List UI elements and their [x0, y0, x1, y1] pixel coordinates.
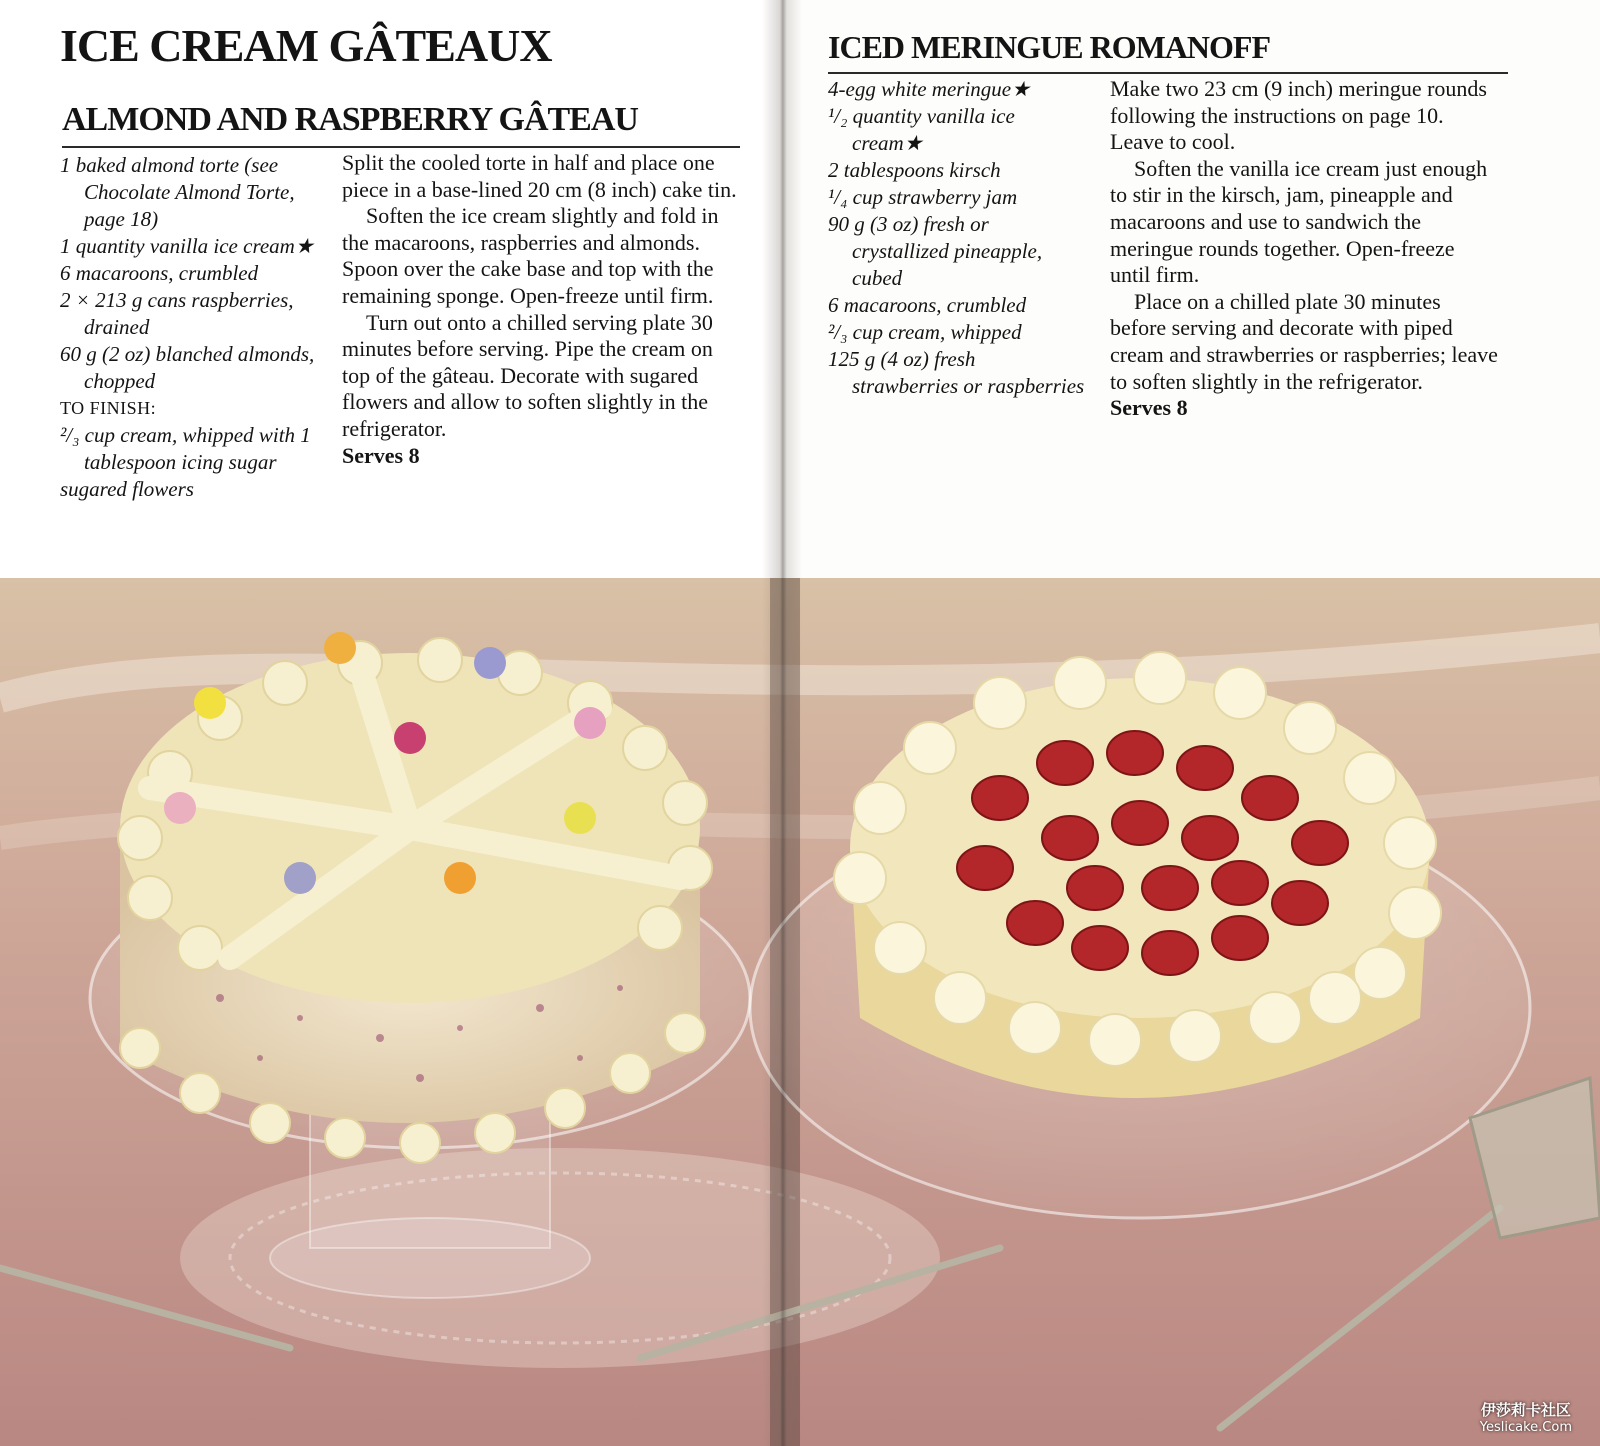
- method-paragraph: Soften the vanilla ice cream just enough to stir in the kirsch, jam, pineapple and macaroons and use to sandwich the meringue rounds together. Open-freeze until firm.: [1110, 155, 1488, 288]
- ingredient-item: 6 macaroons, crumbled: [828, 293, 1027, 317]
- title-rule-left: [62, 146, 740, 148]
- ingredient-item: ¹/₄ cup strawberry jam: [828, 185, 1018, 209]
- ingredient-item: 60 g (2 oz) blanched almonds, chopped: [60, 342, 315, 393]
- ingredient-item: 6 macaroons, crumbled: [60, 261, 259, 285]
- site-watermark: [1480, 1401, 1572, 1436]
- title-rule-right: [828, 72, 1508, 74]
- method-paragraph: Turn out onto a chilled serving plate 30 minutes before serving. Pipe the cream on top of the gâteau. Decorate with sugared flowers and allow to soften slightly in the refrigerator.: [342, 309, 713, 441]
- ingredient-item: 2 tablespoons kirsch: [828, 158, 1001, 182]
- recipe-title-left: ALMOND AND RASPBERRY GÂTEAU: [62, 101, 638, 138]
- serves-label: Serves 8: [342, 442, 420, 468]
- book-gutter: [762, 0, 802, 1446]
- ingredient-item: 1 quantity vanilla ice cream★: [60, 234, 314, 258]
- ingredient-item: 1 baked almond torte (see Chocolate Almond Torte, page 18): [60, 153, 295, 231]
- ingredient-item: 90 g (3 oz) fresh or crystallized pineapple, cubed: [828, 212, 1043, 290]
- method-paragraph: Soften the ice cream slightly and fold in the macaroons, raspberries and almonds. Spoon over the cake base and top with the remaining sponge. Open-freeze until firm.: [342, 203, 719, 308]
- method-left: [342, 150, 742, 469]
- method-paragraph: Place on a chilled plate 30 minutes before serving and decorate with piped cream and strawberries or raspberries; leave to soften slightly in the refrigerator.: [1110, 288, 1498, 394]
- method-paragraph: Make two 23 cm (9 inch) meringue rounds following the instructions on page 10. Leave to cool.: [1110, 76, 1487, 155]
- chapter-title: ICE CREAM GÂTEAUX: [60, 20, 552, 71]
- serves-label: Serves 8: [1110, 395, 1188, 421]
- method-paragraph: Split the cooled torte in half and place one piece in a base-lined 20 cm (8 inch) cake tin.: [342, 150, 737, 202]
- recipe-title-right: ICED MERINGUE ROMANOFF: [828, 29, 1270, 65]
- ingredient-item: sugared flowers: [60, 477, 194, 501]
- ingredient-subheading: TO FINISH:: [60, 398, 157, 418]
- ingredient-item: 2 × 213 g cans raspberries, drained: [60, 288, 294, 339]
- ingredient-item: 125 g (4 oz) fresh strawberries or raspberries: [828, 347, 1085, 398]
- watermark-url: Yeslicake.Com: [1479, 1420, 1572, 1435]
- ingredient-item: ¹/₂ quantity vanilla ice cream★: [828, 104, 1015, 155]
- method-right: [1110, 76, 1500, 422]
- ingredient-item: ²/₃ cup cream, whipped: [828, 320, 1022, 344]
- ingredient-item: ²/₃ cup cream, whipped with 1 tablespoon icing sugar: [60, 423, 311, 474]
- ingredient-list-left: [60, 152, 318, 503]
- ingredient-list-right: [828, 76, 1086, 400]
- ingredient-item: 4-egg white meringue★: [828, 77, 1030, 101]
- watermark-chinese: 伊莎莉卡社区: [1480, 1401, 1571, 1419]
